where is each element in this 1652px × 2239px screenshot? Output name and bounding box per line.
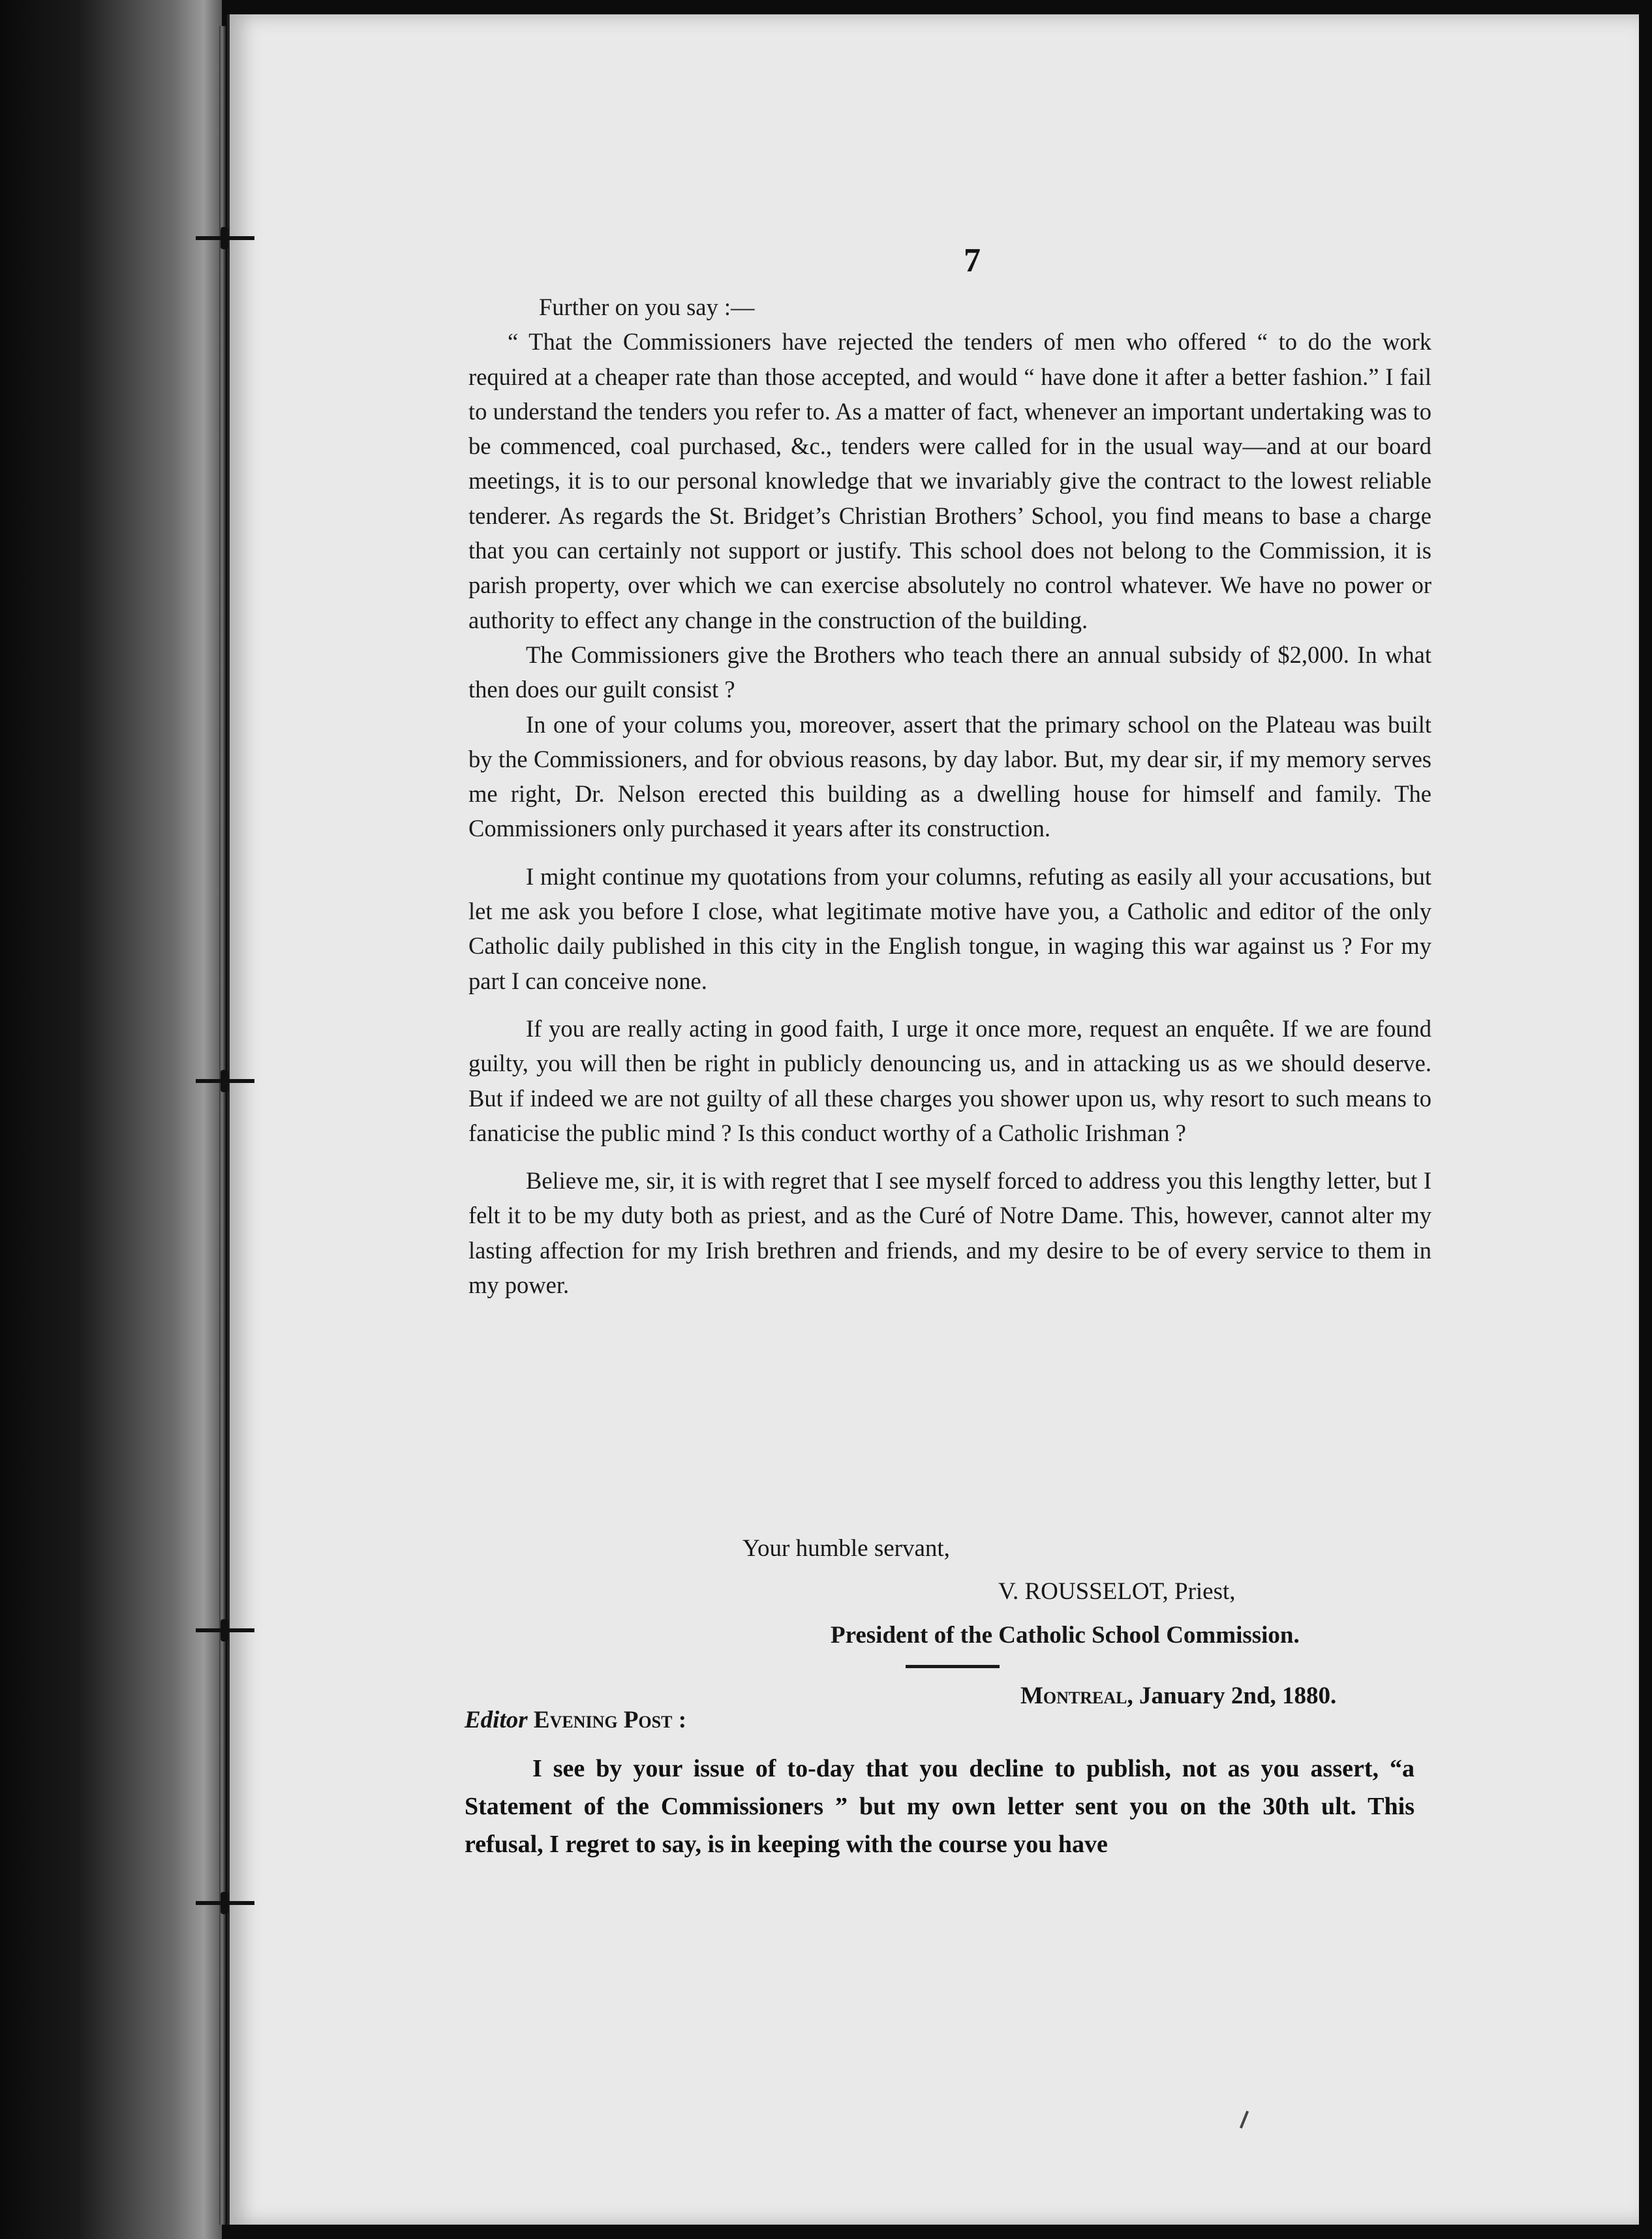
signature-title: President of the Catholic School Commission.: [831, 1622, 1300, 1649]
signature-name: V. ROUSSELOT, Priest,: [998, 1578, 1236, 1605]
binding-stitch: [196, 1070, 254, 1092]
closing-salutation: Your humble servant,: [742, 1535, 950, 1562]
section-divider: [906, 1665, 1000, 1668]
editor-salutation: [465, 1706, 686, 1734]
paragraph-subsidy: The Commissioners give the Brothers who teach there an annual subsidy of $2,000. In what then does our guilt consist ?: [468, 641, 1431, 703]
paragraph-tenders: “ That the Commissioners have rejected the tenders of men who offered “ to do the work required at a cheaper rate than those accepted, and would “ have done it after a better fashion.” I fail to understand the tenders you refer to. As a matter of fact, whenever an important undertaking was to be commenced, coal purchased, &c., tenders were called for in the usual way—and at our board meetings, it is to our personal knowledge that we invariably give the contract to the lowest reliable tenderer. As regards the St. Bridget’s Christian Brothers’ School, you find means to base a charge that you can certainly not support or justify. This school does not belong to the Commission, it is parish property, over which we can exercise absolutely no control whatever. We have no power or authority to effect any change in the construction of the building.: [468, 328, 1431, 633]
date-city: Montreal,: [1020, 1683, 1133, 1709]
binding-stitch: [196, 227, 254, 249]
paragraph-second-letter: I see by your issue of to-day that you decline to publish, not as you assert, “a Statement of the Commissioners ” but my own letter sent you on the 30th ult. This refusal, I regret to say, is in keeping with the course you have: [465, 1755, 1415, 1858]
paragraph-accusations: I might continue my quotations from your columns, refuting as easily all your accusations, but let me ask you before I close, what legitimate motive have you, a Catholic and editor of the only Catholic daily published in this city in the English tongue, in waging this war against us ? For my part I can conceive none.: [468, 862, 1431, 994]
paragraph-plateau: In one of your colums you, moreover, assert that the primary school on the Plateau was built by the Commissioners, and for obvious reasons, by day labor. But, my dear sir, if my memory serves me right, Dr. Nelson erected this building as a dwelling house for himself and family. The Commissioners only purchased it years after its construction.: [468, 710, 1431, 842]
page-number: 7: [964, 242, 981, 279]
binding-stitch: [196, 1619, 254, 1641]
editor-paper: Evening Post :: [533, 1707, 687, 1733]
letter-dateline: [1020, 1682, 1336, 1710]
binding-stitch: [196, 1892, 254, 1914]
paragraph-intro: Further on you say :—: [539, 294, 755, 320]
paragraph-enquete: If you are really acting in good faith, I urge it once more, request an enquête. If we are found guilty, you will then be right in publicly denouncing us, and in attacking us as we should deserve. But if indeed we are not guilty of all these charges you shower upon us, why resort to such means to fanaticise the public mind ? Is this conduct worthy of a Catholic Irishman ?: [468, 1014, 1431, 1146]
editor-prefix: Editor: [465, 1707, 528, 1733]
date-text: January 2nd, 1880.: [1133, 1683, 1337, 1709]
paragraph-regret: Believe me, sir, it is with regret that I see myself forced to address you this lengthy letter, but I felt it to be my duty both as priest, and as the Curé of Notre Dame. This, however, cannot alter my lasting affection for my Irish brethren and friends, and my desire to be of every service to them in my power.: [468, 1167, 1431, 1299]
binding-edge: [0, 0, 222, 2239]
second-letter-body: [465, 1750, 1415, 1863]
letter-body: [468, 290, 1431, 1302]
